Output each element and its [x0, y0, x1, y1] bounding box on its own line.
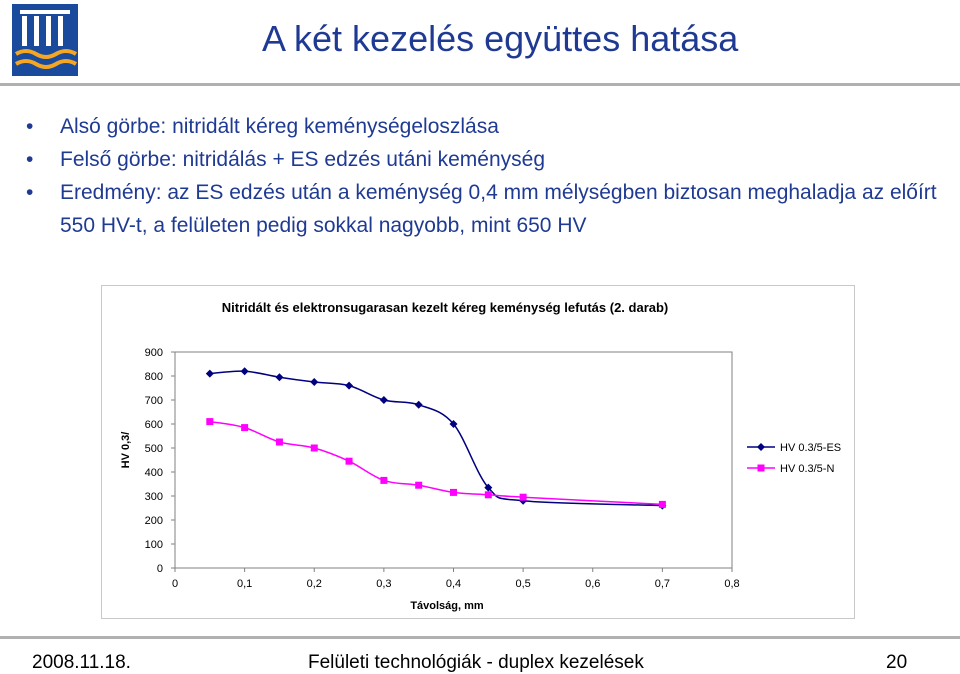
series-line-1	[210, 371, 663, 505]
data-point-series-2	[450, 489, 457, 496]
x-tick-label: 0,5	[515, 578, 531, 590]
top-divider	[0, 83, 960, 86]
data-point-series-2	[346, 458, 353, 465]
y-tick-label: 400	[144, 467, 163, 479]
data-point-series-1	[415, 401, 423, 409]
x-tick-label: 0,2	[306, 578, 322, 590]
bottom-divider	[0, 636, 960, 639]
legend-label-2: HV 0.3/5-N	[780, 463, 835, 475]
x-tick-label: 0	[171, 578, 179, 590]
y-axis-label: HV 0,3/	[120, 431, 132, 469]
y-tick-label: 500	[144, 443, 163, 455]
bullet-dot-icon: •	[26, 181, 34, 204]
series-line-2	[210, 422, 663, 505]
bullet-text: Alsó görbe: nitridált kéreg keménységeloszlása	[60, 115, 499, 138]
data-point-series-1	[206, 370, 214, 378]
legend-label-1: HV 0.3/5-ES	[780, 442, 842, 454]
bullet-dot-icon: •	[26, 148, 34, 171]
bullet-item	[24, 110, 944, 143]
x-tick-label: 0,4	[445, 578, 462, 590]
data-point-series-1	[275, 373, 283, 381]
bullet-text: Felső görbe: nitridálás + ES edzés utáni keménység	[60, 148, 546, 171]
data-point-series-2	[311, 445, 318, 452]
bullet-list	[24, 110, 944, 242]
chart-title: Nitridált és elektronsugarasan kezelt kéreg keménység lefutás (2. darab)	[221, 300, 669, 315]
x-tick-label: 0,6	[585, 578, 601, 590]
bullet-item	[24, 143, 944, 176]
data-point-series-2	[415, 482, 422, 489]
hardness-chart	[101, 285, 855, 619]
x-tick-label: 0,1	[236, 578, 253, 590]
data-point-series-2	[380, 477, 387, 484]
data-point-series-2	[520, 494, 527, 501]
y-tick-label: 800	[144, 371, 163, 383]
slide-title: A két kezelés együttes hatása	[262, 18, 739, 59]
data-point-series-1	[380, 396, 388, 404]
x-tick-label: 0,7	[654, 578, 671, 590]
y-tick-label: 300	[144, 491, 163, 503]
page-number: 20	[886, 652, 908, 673]
data-point-series-2	[659, 501, 666, 508]
x-tick-label: 0,8	[724, 578, 740, 590]
footer-date: 2008.11.18.	[32, 652, 131, 673]
chart-canvas	[102, 286, 854, 618]
legend-marker-1	[757, 443, 765, 451]
x-tick-label: 0,3	[376, 578, 392, 590]
data-point-series-1	[310, 378, 318, 386]
y-tick-label: 700	[144, 395, 163, 407]
legend-marker-2	[758, 465, 765, 472]
bullet-text: Eredmény: az ES edzés után a keménység 0,4 mm mélységben biztosan meghaladja az előírt 550 HV-t, a felületen pedig sokkal nagyobb, mint 650 HV	[60, 181, 937, 237]
data-point-series-2	[241, 424, 248, 431]
x-axis-label: Távolság, mm	[410, 600, 484, 612]
footer-title: Felületi technológiák - duplex kezelések	[308, 652, 644, 673]
bullet-item	[24, 176, 944, 242]
university-logo	[12, 4, 78, 76]
data-point-series-1	[345, 382, 353, 390]
y-tick-label: 0	[156, 563, 163, 575]
bullet-dot-icon: •	[26, 115, 34, 138]
plot-area	[175, 352, 732, 568]
data-point-series-2	[485, 491, 492, 498]
data-point-series-2	[276, 439, 283, 446]
y-tick-label: 200	[144, 515, 163, 527]
y-tick-label: 900	[144, 347, 163, 359]
data-point-series-1	[241, 367, 249, 375]
data-point-series-2	[206, 418, 213, 425]
y-tick-label: 600	[144, 419, 163, 431]
y-tick-label: 100	[144, 539, 163, 551]
